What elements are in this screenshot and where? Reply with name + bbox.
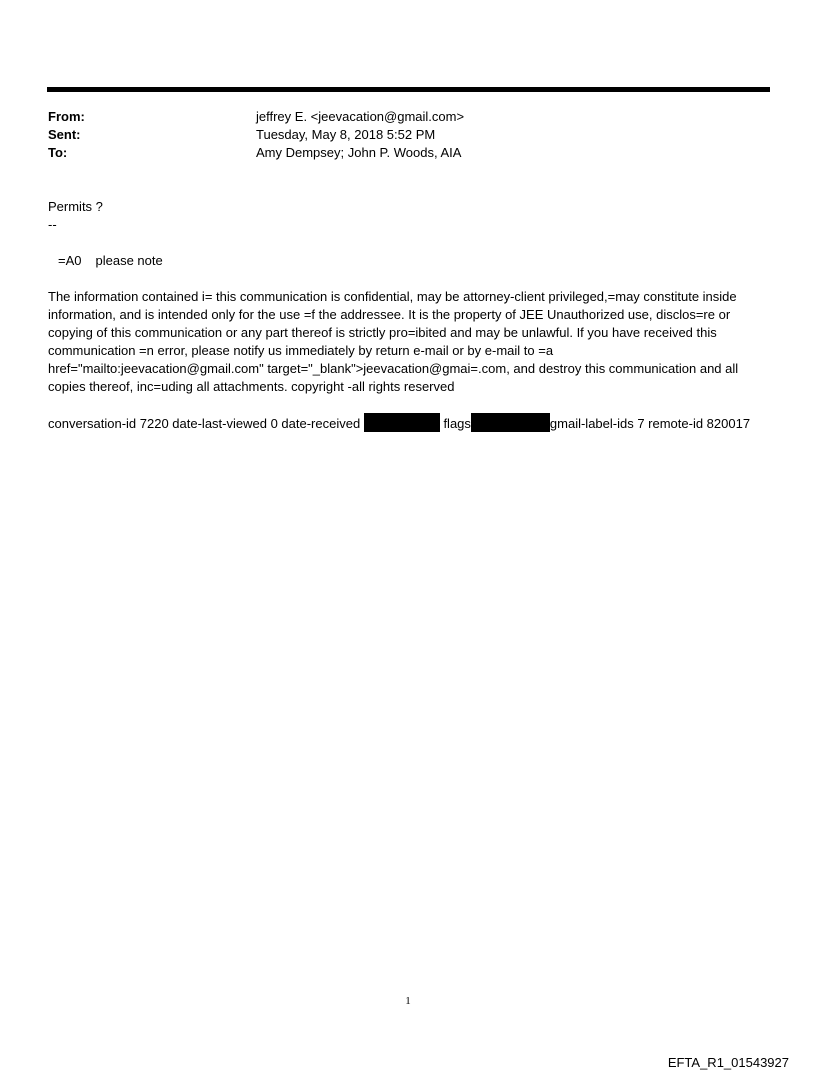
redaction-box (471, 413, 550, 432)
page-number: 1 (405, 995, 411, 1007)
sent-value: Tuesday, May 8, 2018 5:52 PM (256, 127, 436, 142)
meta-part-3: gmail-label-ids 7 remote-id 820017 (549, 416, 751, 431)
note-line (58, 252, 778, 270)
from-label: From: (48, 109, 85, 124)
sent-label: Sent: (48, 127, 81, 142)
confidentiality-disclaimer: The information contained i= this communication is confidential, may be attorney-client privileged,=may constitute inside information, and is intended only for the use =f the addressee. It is the property of JEE Unauthorized use, disclos=re or copying of this communication or any part thereof is strictly pro=ibited and may be unlawful. If you have received this communication =n error, please notify us immediately by return e-mail or by e-mail to =a href="mailto:jeevacation@gmail.com" target="_blank">jeevacation@gmai=.com, and destroy this communication and all copies thereof, inc=uding all attachments. copyright -all rights reserved (48, 289, 739, 394)
note-prefix: =A0 (58, 253, 82, 268)
redaction-box (364, 413, 440, 432)
from-value: jeffrey E. <jeevacation@gmail.com> (256, 109, 465, 124)
signature-dashes: -- (48, 217, 57, 232)
to-value: Amy Dempsey; John P. Woods, AIA (256, 145, 462, 160)
metadata-line (48, 413, 768, 433)
to-label: To: (48, 145, 68, 160)
meta-part-2: flags (443, 416, 471, 431)
subject-line: Permits ? (48, 199, 103, 214)
note-text: please note (95, 253, 163, 268)
meta-part-1: conversation-id 7220 date-last-viewed 0 date-received (48, 416, 361, 431)
header-rule (47, 87, 770, 92)
bates-number: EFTA_R1_01543927 (667, 1055, 789, 1070)
